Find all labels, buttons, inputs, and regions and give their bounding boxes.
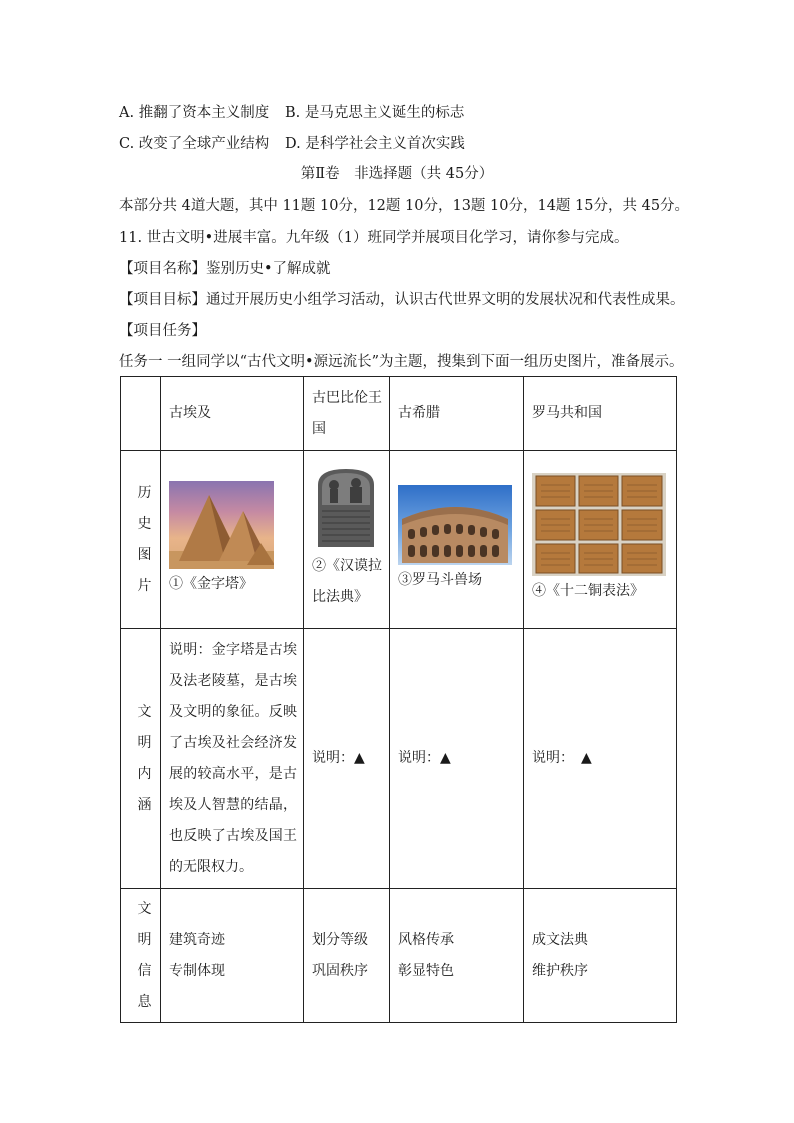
header-rome: 罗马共和国	[524, 377, 677, 451]
project-name: 【项目名称】鉴别历史•了解成就	[119, 261, 331, 277]
twelve-tables-image	[532, 473, 666, 576]
options-row-2	[119, 134, 465, 154]
info-greece: 风格传承 彰显特色	[390, 889, 524, 1023]
pyramid-image	[169, 481, 274, 569]
table-row-meaning	[121, 629, 677, 889]
header-babylon: 古巴比伦王国	[304, 377, 390, 451]
meaning-greece: 说明：▲	[390, 629, 524, 889]
header-greece: 古希腊	[390, 377, 524, 451]
corner-cell	[121, 377, 161, 451]
cell-tables	[524, 451, 677, 629]
cell-pyramid	[161, 451, 304, 629]
options-row-1	[119, 103, 464, 123]
colosseum-image	[398, 485, 512, 565]
caption-code: ②《汉谟拉比法典》	[312, 558, 382, 605]
table-row-info	[121, 889, 677, 1023]
meaning-rome: 说明： ▲	[524, 629, 677, 889]
option-b: B. 是马克思主义诞生的标志	[285, 105, 465, 121]
info-egypt: 建筑奇迹 专制体现	[161, 889, 304, 1023]
question-11: 11. 世古文明•进展丰富。九年级（1）班同学并展项目化学习，请你参与完成。	[119, 230, 629, 246]
meaning-babylon: 说明：▲	[304, 629, 390, 889]
caption-colosseum: ③罗马斗兽场	[398, 572, 482, 588]
info-babylon: 划分等级 巩固秩序	[304, 889, 390, 1023]
header-egypt: 古埃及	[161, 377, 304, 451]
option-a: A. 推翻了资本主义制度	[119, 105, 270, 121]
row-label-meaning: 文明内涵	[121, 629, 161, 889]
meaning-egypt: 说明：金字塔是古埃及法老陵墓，是古埃及文明的象征。反映了古埃及社会经济发展的较高水平，是古埃及人智慧的结晶，也反映了古埃及国王的无限权力。	[161, 629, 304, 889]
intro-text: 本部分共 4道大题，其中 11题 10分，12题 10分，13题 10分，14题 15分，共 45分。	[119, 198, 690, 214]
caption-tables: ④《十二铜表法》	[532, 583, 644, 599]
caption-pyramid: ①《金字塔》	[169, 576, 253, 592]
option-d: D. 是科学社会主义首次实践	[285, 136, 465, 152]
project-goal: 【项目目标】通过开展历史小组学习活动，认识古代世界文明的发展状况和代表性成果。	[119, 292, 685, 308]
civilization-table	[120, 376, 677, 1023]
cell-colosseum	[390, 451, 524, 629]
project-task: 【项目任务】	[119, 323, 206, 339]
row-label-pictures: 历史图片	[121, 451, 161, 629]
info-rome: 成文法典 维护秩序	[524, 889, 677, 1023]
cell-code	[304, 451, 390, 629]
row-label-info: 文明信息	[121, 889, 161, 1023]
task-1: 任务一 一组同学以“古代文明•源远流长”为主题，搜集到下面一组历史图片，准备展示。	[119, 354, 684, 370]
option-c: C. 改变了全球产业结构	[119, 136, 270, 152]
section-title: 第Ⅱ卷 非选择题（共 45分）	[300, 166, 494, 182]
table-row-pictures	[121, 451, 677, 629]
table-header-row	[121, 377, 677, 451]
stele-image	[312, 467, 380, 547]
